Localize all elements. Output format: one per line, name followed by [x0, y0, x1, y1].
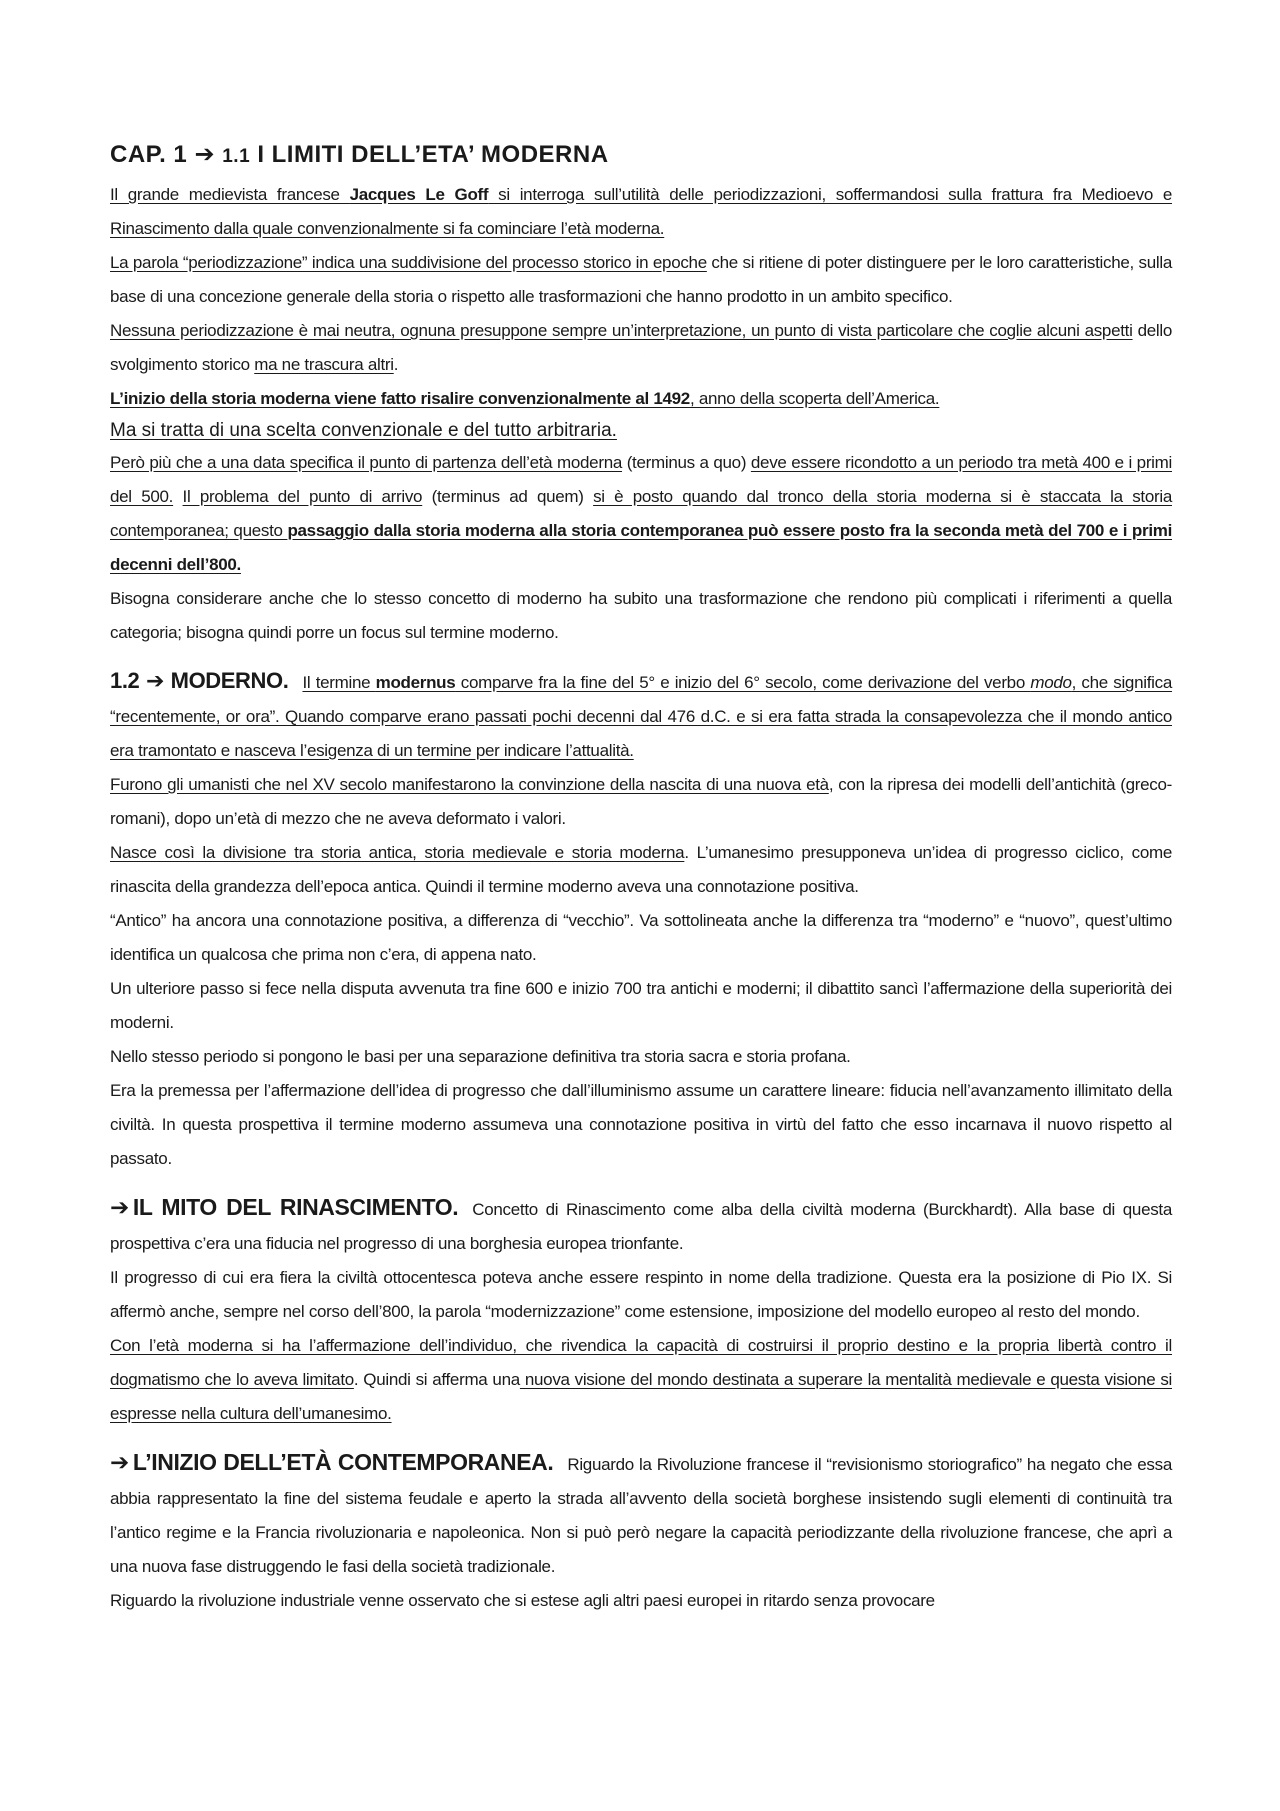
paragraph: [110, 1584, 1172, 1618]
text-run: Concetto di Rinascimento come alba della civiltà moderna (Burckhardt). Alla base di questa prospettiva c’era una fiducia nel progresso di una borghesia europea trionfante.: [110, 1200, 1173, 1253]
text-run: Però più che a una data specifica il punto di partenza dell’età moderna: [110, 453, 623, 472]
paragraph: [110, 1261, 1172, 1329]
chapter-cap: CAP. 1: [110, 141, 188, 168]
text-run: L’inizio della storia moderna viene fatto risalire convenzionalmente al 1492: [110, 389, 690, 408]
text-run: .: [393, 355, 399, 374]
text-run: [173, 487, 182, 506]
paragraph: [110, 836, 1172, 904]
text-run: Bisogna considerare anche che lo stesso concetto di moderno ha subito una trasformazione che rendono più complicati i riferimenti a quella categoria; bisogna quindi porre un focus sul termine moderno.: [110, 589, 1172, 642]
chapter-title-text: I LIMITI DELL’ETA’ MODERNA: [257, 141, 609, 168]
text-run: (terminus a quo): [622, 453, 751, 472]
text-run: Un ulteriore passo si fece nella disputa avvenuta tra fine 600 e inizio 700 tra antichi e moderni; il dibattito sancì l’affermazione della superiorità dei moderni.: [110, 979, 1172, 1032]
paragraph: [110, 314, 1172, 382]
text-run: Riguardo la Rivoluzione francese il “revisionismo storiografico” ha negato che essa abbia rappresentato la fine del sistema feudale e aperto la strada all’avvento della società borghese insistendo sugli elementi di continuità tra l’antico regime e la Francia rivoluzionaria e napoleonica. Non si può però negare la capacità periodizzante della rivoluzione francese, che aprì a una nuova fase distruggendo le fasi della società tradizionale.: [110, 1455, 1172, 1576]
paragraph: [110, 664, 1172, 768]
text-run: , con la ripresa dei modelli dell’antichità (greco-romani), dopo un’età di mezzo che ne aveva deformato i valori.: [110, 775, 1172, 828]
chapter-title: [110, 140, 1172, 172]
text-run: nuova visione del mondo destinata a superare la mentalità medievale e questa visione si espresse nella cultura dell’umanesimo.: [110, 1370, 1172, 1423]
text-run: , anno della scoperta dell’America.: [689, 389, 940, 408]
text-run: Nasce così la divisione tra storia antica, storia medievale e storia moderna: [110, 843, 685, 862]
arrow-icon: ➔: [110, 1449, 129, 1475]
paragraph: [110, 768, 1172, 836]
text-run: Jacques Le Goff: [349, 185, 489, 204]
text-run: Furono gli umanisti che nel XV secolo manifestarono la convinzione della nascita di una nuova età: [110, 775, 829, 794]
text-run: Riguardo la rivoluzione industriale venne osservato che si estese agli altri paesi europei in ritardo senza provocare: [110, 1591, 935, 1610]
section-heading: IL MITO DEL RINASCIMENTO.: [132, 1194, 459, 1220]
text-run: comparve fra la fine del 5° e inizio del 6° secolo, come derivazione del verbo: [455, 673, 1031, 692]
text-run: dello svolgimento storico: [110, 321, 1173, 374]
text-run: . L’umanesimo presupponeva un’idea di progresso ciclico, come rinascita della grandezza dell’epoca antica. Quindi il termine moderno aveva una connotazione positiva.: [110, 843, 1173, 896]
text-run: . Quindi si afferma una: [353, 1370, 520, 1389]
paragraph: [110, 1445, 1172, 1584]
text-run: Il grande medievista francese: [110, 185, 350, 204]
text-run: modernus: [375, 673, 456, 692]
text-run: si è posto quando dal tronco della storia moderna si è staccata la storia contemporanea; questo: [110, 487, 1172, 540]
text-run: che si ritiene di poter distinguere per le loro caratteristiche, sulla base di una concezione generale della storia o rispetto alle trasformazioni che hanno prodotto in un ambito specifico.: [110, 253, 1172, 306]
text-run: deve essere ricondotto a un periodo tra metà 400 e i primi del 500.: [110, 453, 1172, 506]
text-run: Il progresso di cui era fiera la civiltà ottocentesca poteva anche essere respinto in nome della tradizione. Questa era la posizione di Pio IX. Si affermò anche, sempre nel corso dell’800, la parola “modernizzazione” come estensione, imposizione del modello europeo al resto del mondo.: [110, 1268, 1172, 1321]
document-page: [110, 140, 1172, 1618]
paragraph: [110, 382, 1172, 416]
paragraph: [110, 1190, 1172, 1261]
paragraph: [110, 178, 1172, 246]
text-run: Il termine: [302, 673, 376, 692]
text-run: passaggio dalla storia moderna alla storia contemporanea può essere posto fra la seconda metà del 700 e i primi decenni dell’800.: [110, 521, 1172, 574]
arrow-icon: ➔: [194, 141, 216, 168]
text-run: “Antico” ha ancora una connotazione positiva, a differenza di “vecchio”. Va sottolineata anche la differenza tra “moderno” e “nuovo”, quest’ultimo identifica un qualcosa che prima non c’era, di appena nato.: [110, 911, 1172, 964]
arrow-icon: ➔: [110, 1194, 129, 1220]
text-run: Nello stesso periodo si pongono le basi per una separazione definitiva tra storia sacra e storia profana.: [110, 1047, 851, 1066]
paragraph: [110, 1040, 1172, 1074]
text-run: modo: [1030, 673, 1072, 692]
paragraph: [110, 1074, 1172, 1176]
chapter-number: 1.1: [222, 146, 251, 167]
text-run: ma ne trascura altri: [254, 355, 394, 374]
section-heading: L’INIZIO DELL’ETÀ CONTEMPORANEA.: [132, 1449, 554, 1475]
text-run: Nessuna periodizzazione è mai neutra, ognuna presuppone sempre un’interpretazione, un punto di vista particolare che coglie alcuni aspetti: [110, 321, 1133, 340]
paragraph: [110, 416, 1172, 446]
paragraph: [110, 246, 1172, 314]
section-heading: 1.2 ➔ MODERNO.: [110, 668, 289, 693]
text-run: Era la premessa per l’affermazione dell’idea di progresso che dall’illuminismo assume un carattere lineare: fiducia nell’avanzamento illimitato della civiltà. In questa prospettiva il termine moderno assumeva una connotazione positiva in virtù del fatto che esso incarnava il nuovo rispetto al passato.: [110, 1081, 1172, 1168]
text-run: Ma si tratta di una scelta convenzionale e del tutto arbitraria.: [110, 420, 617, 441]
paragraph: [110, 904, 1172, 972]
paragraph: [110, 582, 1172, 650]
paragraph: [110, 446, 1172, 582]
text-run: Il problema del punto di arrivo: [182, 487, 423, 506]
paragraph: [110, 972, 1172, 1040]
paragraph: [110, 1329, 1172, 1431]
text-run: Con l’età moderna si ha l’affermazione dell’individuo, che rivendica la capacità di costruirsi il proprio destino e la propria libertà contro il dogmatismo che lo aveva limitato: [110, 1336, 1172, 1389]
text-run: (terminus ad quem): [422, 487, 594, 506]
text-run: , che significa “recentemente, or ora”. Quando comparve erano passati pochi decenni dal 476 d.C. e si era fatta strada la consapevolezza che il mondo antico era tramontato e nasceva l’esigenza di un termine per indicare l’attualità.: [110, 673, 1172, 760]
text-run: si interroga sull’utilità delle periodizzazioni, soffermandosi sulla frattura fra Medioevo e Rinascimento dalla quale convenzionalmente si fa cominciare l’età moderna.: [110, 185, 1172, 238]
text-run: La parola “periodizzazione” indica una suddivisione del processo storico in epoche: [110, 253, 707, 272]
